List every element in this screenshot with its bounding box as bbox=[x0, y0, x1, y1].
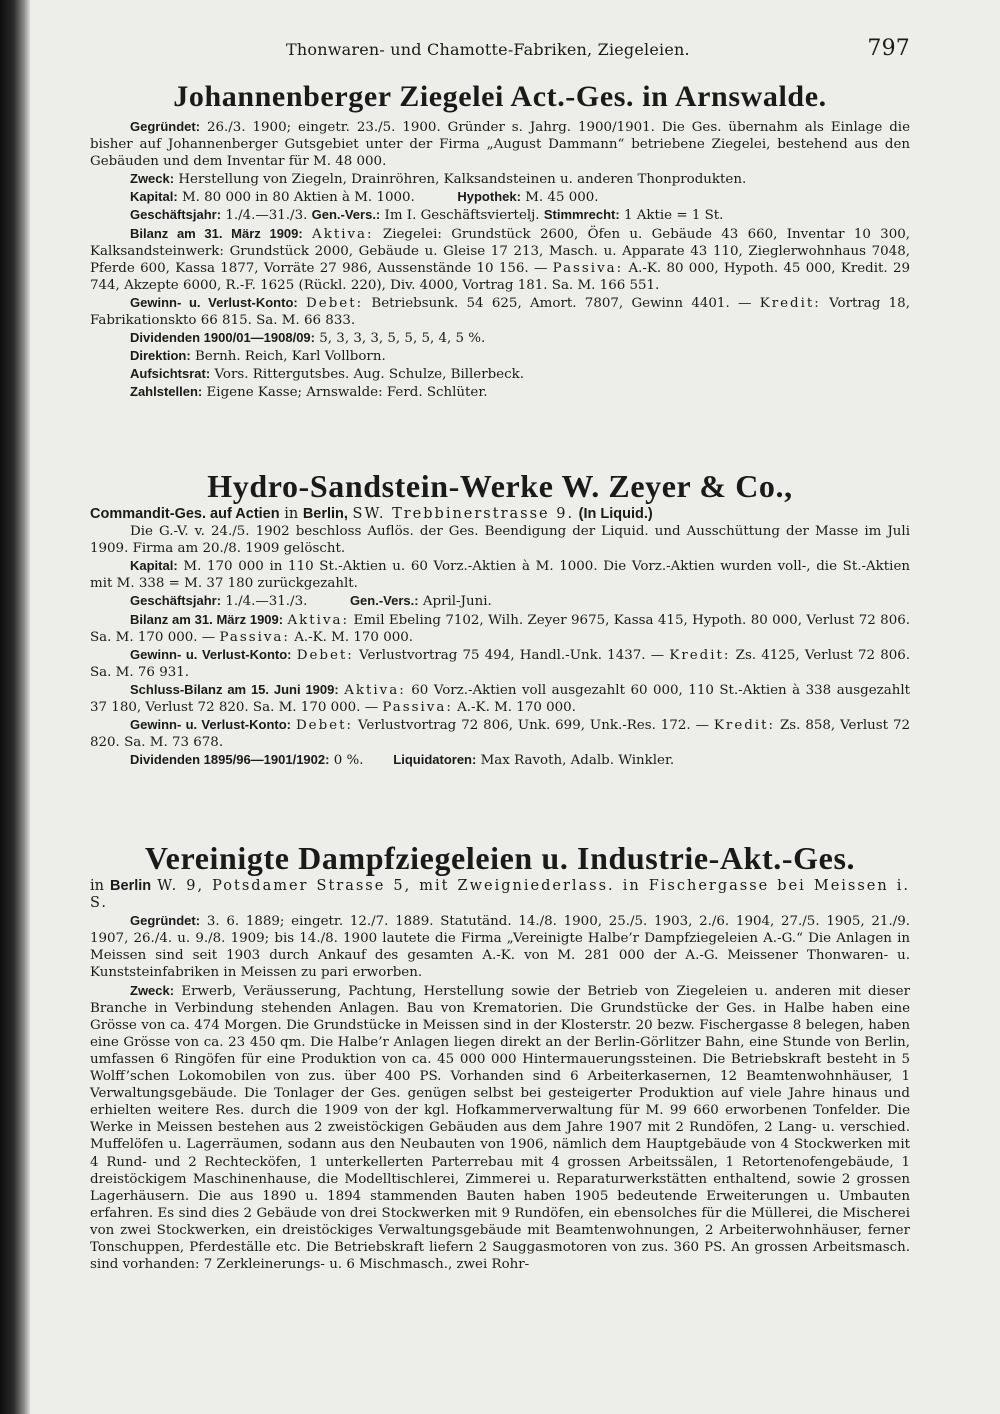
page-number: 797 bbox=[867, 36, 910, 61]
section-heading-johannenberger: Johannenberger Ziegelei Act.-Ges. in Arnswalde. bbox=[173, 80, 827, 113]
section-heading-hydro-sandstein: Hydro-Sandstein-Werke W. Zeyer & Co., bbox=[207, 468, 793, 504]
entry-kapital: Kapital: M. 170 000 in 110 St.-Aktien u. 60 Vorz.-Aktien à M. 1000. Die Vorz.-Aktien wurden voll-, die St.-Aktien mit M. 338 = M. 37 180 zurückgezahlt. bbox=[90, 558, 910, 592]
entry-gegruendet: Gegründet: 3. 6. 1889; eingetr. 12./7. 1889. Statutänd. 14./8. 1900, 25./5. 1903, 2./6. 1904, 27./5. 1905, 21./9. 1907, 26./4. u. 9./8. 1909; bis 14./8. 1900 lautete die Firma „Vereinigte Halbe’r Dampfziegeleien A.-G.“ Die Anlagen in Meissen sind seit 1903 durch Ankauf des gesamten A.-K. von M. 281 000 der A.-G. Meissener Thonwaren- u. Kunststeinfabriken in Meissen zu pari erworben. bbox=[90, 913, 910, 981]
section-body-hydro-sandstein bbox=[90, 506, 910, 806]
entry-bilanz: Bilanz am 31. März 1909: Aktiva: Emil Ebeling 7102, Wilh. Zeyer 9675, Kassa 415, Hypoth. 80 000, Verlust 72 806. Sa. M. 170 000. — Passiva: A.-K. M. 170 000. bbox=[90, 611, 910, 645]
entry-aufsichtsrat: Aufsichtsrat: Vors. Rittergutsbes. Aug. Schulze, Billerbeck. bbox=[130, 366, 524, 383]
entry-geschaeftsjahr: Geschäftsjahr: 1./4.—31./3. Gen.-Vers.: April-Juni. bbox=[130, 593, 492, 610]
running-head-title: Thonwaren- und Chamotte-Fabriken, Ziegeleien. bbox=[286, 40, 690, 59]
section-heading-vereinigte-dampfziegeleien: Vereinigte Dampfziegeleien u. Industrie-Akt.-Ges. bbox=[144, 840, 856, 876]
entry-zahlstellen: Zahlstellen: Eigene Kasse; Arnswalde: Ferd. Schlüter. bbox=[130, 384, 488, 401]
entry-dividenden: Dividenden 1900/01—1908/09: 5, 3, 3, 3, 5, 5, 5, 4, 5 %. bbox=[130, 330, 486, 347]
running-head bbox=[280, 36, 910, 64]
entry-subheading: Commandit-Ges. auf Actien in Berlin, SW. Trebbinerstrasse 9. (In Liquid.) bbox=[90, 506, 653, 522]
entry-geschaeftsjahr: Geschäftsjahr: 1./4.—31./3. Gen.-Vers.: Im I. Geschäftsviertelj. Stimmrecht: 1 Aktie = 1 St. bbox=[130, 207, 724, 224]
book-binding-shadow bbox=[0, 0, 30, 1414]
entry-subheading: in Berlin W. 9, Potsdamer Strasse 5, mit Zweigniederlass. in Fischergasse bei Meissen i. S. bbox=[90, 878, 911, 912]
entry-gewinn-verlust: Gewinn- u. Verlust-Konto: Debet: Betriebsunk. 54 625, Amort. 7807, Gewinn 4401. — Kredit: Vortrag 18, Fabrikationskto 66 815. Sa. M. 66 833. bbox=[90, 294, 910, 329]
entry-zweck: Zweck: Herstellung von Ziegeln, Drainröhren, Kalksandsteinen u. anderen Thonprodukten. bbox=[130, 171, 747, 188]
entry-gegruendet: Gegründet: 26./3. 1900; eingetr. 23./5. 1900. Gründer s. Jahrg. 1900/1901. Die Ges. übernahm als Einlage die bisher auf Johannenberger Gutsgebiet unter der Firma „August Dammann“ betriebene Ziegelei, bestehend aus den Gebäuden und dem Inventar für M. 48 000. bbox=[90, 119, 910, 170]
entry-gewinn-verlust: Gewinn- u. Verlust-Konto: Debet: Verlustvortrag 75 494, Handl.-Unk. 1437. — Kredit: Zs. 4125, Verlust 72 806. Sa. M. 76 931. bbox=[90, 646, 911, 680]
entry-schluss-bilanz: Schluss-Bilanz am 15. Juni 1909: Aktiva: 60 Vorz.-Aktien voll ausgezahlt 60 000, 110 St.-Aktien à 338 ausgezahlt 37 180, Verlust 72 820. Sa. M. 170 000. — Passiva: A.-K. M. 170 000. bbox=[90, 681, 910, 716]
entry-dividenden: Dividenden 1895/96—1901/1902: 0 %. Liquidatoren: Max Ravoth, Adalb. Winkler. bbox=[130, 752, 675, 769]
entry-direktion: Direktion: Bernh. Reich, Karl Vollborn. bbox=[130, 348, 386, 365]
entry-zweck: Zweck: Erwerb, Veräusserung, Pachtung, Herstellung sowie der Betrieb von Ziegeleien u. anderen mit dieser Branche in Verbindung stehenden Anlagen. Bau von Krematorien. Die Grundstücke der Ges. in Halbe haben eine Grösse von ca. 474 Morgen. Die Grundstücke in Meissen sind in der Klosterstr. 20 bezw. Fischergasse 8 belegen, haben eine Grösse von ca. 23 450 qm. Die Halbe’r Anlagen liegen direkt an der Berlin-Görlitzer Bahn, eine Stunde von Berlin, umfassen 6 Ringöfen für eine Produktion von ca. 45 000 000 Hintermauerungssteinen. Die Betriebskraft besteht in 5 Wolff’schen Lokomobilen von zus. über 400 PS. Vorhanden sind 6 Arbeiterkasernen, 12 Beamtenwohnhäuser, 1 Verwaltungsgebäude. Die Tonlager der Ges. genügen selbst bei gesteigerter Produktion auf viele Jahre hinaus und erhielten weitere Res. durch die 1909 von der kgl. Hofkammerverwaltung für M. 99 660 erworbenen Tonfelder. Die Werke in Meissen bestehen aus 2 zweistöckigen Gebäuden aus dem Jahre 1907 mit 2 Rundöfen, 2 Lang- u. verschied. Muffelöfen u. Lagerräumen, sodann aus den Neubauten von 1906, nämlich dem Hauptgebäude von 4 Stockwerken mit 4 Rund- und 2 Rechtecköfen, 1 unterkellerten Parterrebau mit 4 grossen Arbeitssälen, 1 Retortenofengebäude, 1 dreistöckigem Maschinenhause, die Modelltischlerei, Zimmerei u. Reparaturwerkstätten enthaltend, sowie 2 grossen Lagerhäusern. Die aus 1890 u. 1894 stammenden Bauten haben 1905 bedeutende Erweiterungen u. Umbauten erfahren. Es sind dies 2 Gebäude von drei Stockwerken mit 9 Rundöfen, ein ebensolches für die Müllerei, die Mischerei von zwei Stockwerken, ein dreistöckiges Verwaltungsgebäude mit Beamtenwohnungen, 2 Arbeiterwohnhäuser, ferner Tonschuppen, Pferdeställe etc. Die Betriebskraft liefern 2 Sauggasmotoren von zus. 360 PS. An grossen Arbeitsmasch. sind vorhanden: 7 Zerkleinerungs- u. 6 Mischmasch., zwei Rohr- bbox=[90, 982, 911, 1273]
entry-gewinn-verlust-2: Gewinn- u. Verlust-Konto: Debet: Verlustvortrag 72 806, Unk. 699, Unk.-Res. 172. — Kredit: Zs. 858, Verlust 72 820. Sa. M. 73 678. bbox=[90, 717, 911, 751]
entry-bilanz: Bilanz am 31. März 1909: Aktiva: Ziegelei: Grundstück 2600, Öfen u. Gebäude 43 660, Inventar 10 300, Kalksandsteinwerk: Grundstück 2000, Gebäude u. Gleise 17 213, Masch. u. Apparate 43 110, Zieglerwohnhaus 7048, Pferde 600, Kassa 1877, Vorräte 27 986, Aussenstände 10 156. — Passiva: A.-K. 80 000, Hypoth. 45 000, Kredit. 29 744, Akzepte 6000, R.-F. 1625 (Rückl. 220), Div. 4000, Vortrag 181. Sa. M. 166 551. bbox=[90, 225, 911, 293]
entry-kapital: Kapital: M. 80 000 in 80 Aktien à M. 1000. Hypothek: M. 45 000. bbox=[130, 189, 599, 206]
section-body-vereinigte-dampfziegeleien bbox=[90, 878, 910, 1398]
entry-intro: Die G.-V. v. 24./5. 1902 beschloss Auflös. der Ges. Beendigung der Liquid. und Ausschüttung der Masse im Juli 1909. Firma am 20./8. 1909 gelöscht. bbox=[90, 524, 910, 557]
section-body-johannenberger bbox=[90, 118, 910, 438]
